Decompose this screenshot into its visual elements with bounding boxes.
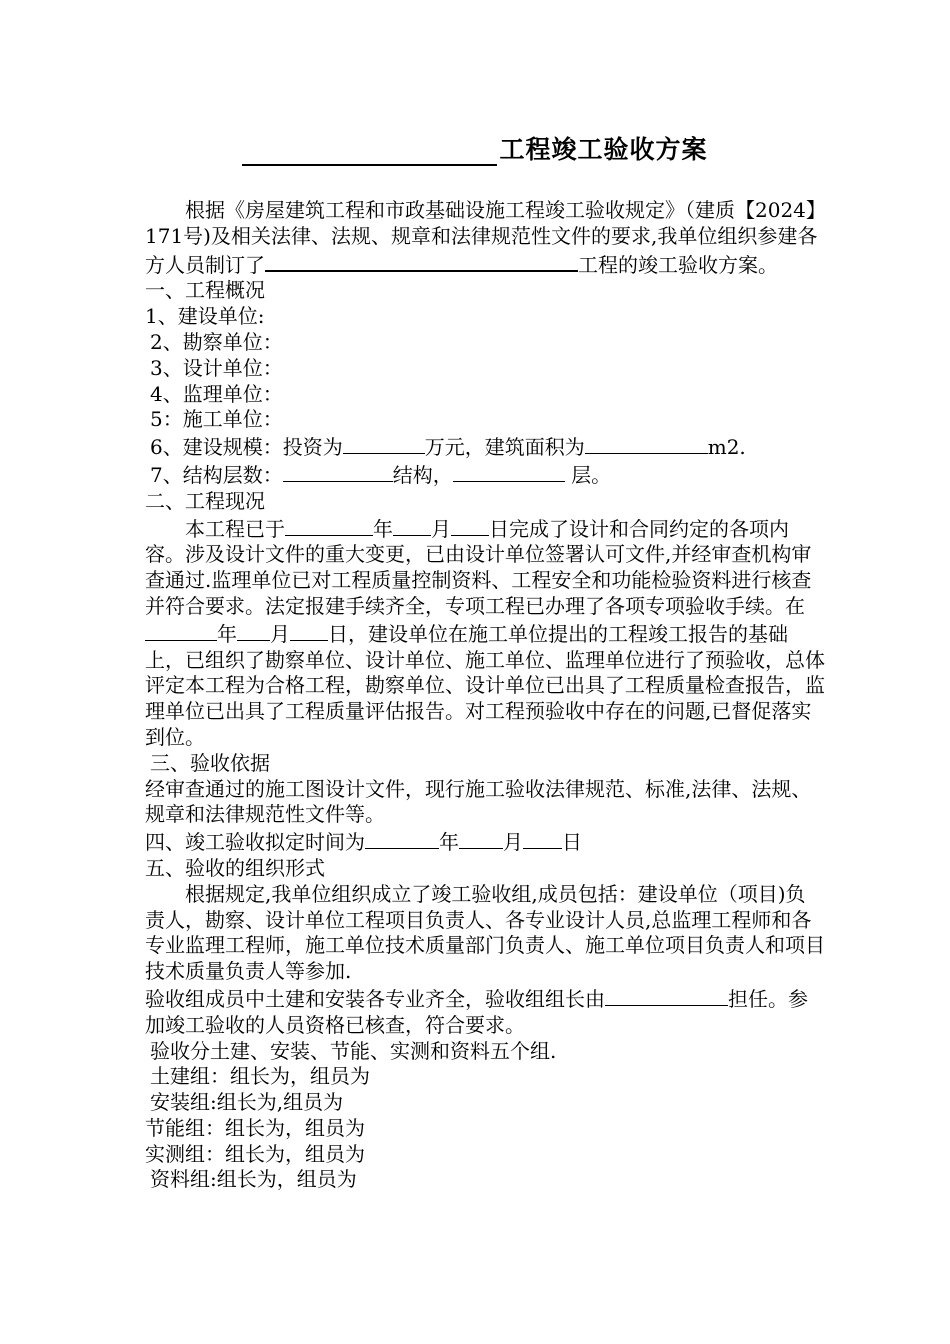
basis-paragraph: 经审查通过的施工图设计文件，现行施工验收法律规范、标准,法律、法规、规章和法律规范性文件等。 [145,776,812,827]
completion-month-blank [393,515,431,536]
scale-line [145,433,825,461]
section-4-line [145,828,825,856]
month-text: 月 [431,516,451,541]
energy-group-line: 节能组：组长为，组员为 [145,1115,365,1140]
area-blank [585,433,708,454]
survey-unit-line: 2、勘察单位： [150,329,283,354]
schedule-month-text: 月 [503,830,523,855]
schedule-month-blank [459,828,503,849]
title-project-name-blank [242,138,497,166]
contractor-unit-line: 5：施工单位： [150,407,283,432]
status-text: 本工程已于 [185,516,285,541]
status-text-end: 日，建设单位在施工单位提出的工程竣工报告的基础上，已组织了勘察单位、设计单位、施工单位、监理单位进行了预验收，总体评定本工程为合格工程，勘察单位、设计单位已出具了工程质量检查报告，监理单位已出具了工程质量评估报告。对工程预验收中存在的问题,已督促落实到位。 [145,621,825,749]
project-name-blank [265,250,578,272]
schedule-day-blank [523,828,562,849]
area-label: 万元，建筑面积为 [424,435,585,460]
section-5-heading: 五、验收的组织形式 [145,855,325,880]
status-paragraph [145,515,825,751]
team-leader-blank [605,985,728,1006]
scale-label: 6、建设规模：投资为 [150,435,343,460]
team-leader-paragraph [145,985,825,1039]
year-text: 年 [373,516,393,541]
section-3-heading: 三、验收依据 [150,750,270,775]
title-text: 工程竣工验收方案 [499,135,708,164]
preinspection-month-blank [237,620,270,641]
supervision-unit-line: 4、监理单位： [150,381,283,406]
month-text-2: 月 [270,621,290,646]
section-1-heading: 一、工程概况 [145,278,265,303]
structure-line [145,461,825,489]
design-unit-line: 3、设计单位： [150,355,283,380]
civil-group-line: 土建组：组长为，组员为 [150,1064,370,1089]
intro-text-end: 工程的竣工验收方案。 [578,252,778,277]
construction-unit-line: 1、建设单位: [145,304,265,329]
intro-text: 根据《房屋建筑工程和市政基础设施工程竣工验收规定》（建质【2024】171号)及相关法律、法规、规章和法律规范性文件的要求,我单位组织参建各方人员制订了 [145,198,818,277]
investment-blank [343,433,425,454]
team-leader-text: 验收组成员中土建和安装各专业齐全，验收组组长由 [145,986,605,1011]
structure-text: 结构， [392,462,453,487]
floors-text: 层。 [571,462,612,487]
structure-label: 7、结构层数： [150,462,283,487]
records-group-line: 资料组:组长为，组员为 [150,1167,357,1192]
organization-paragraph: 根据规定,我单位组织成立了竣工验收组,成员包括：建设单位（项目)负责人，勘察、设计单位工程项目负责人、各专业设计人员,总监理工程师和各专业监理工程师，施工单位技术质量部门负责人、施工单位项目负责人和项目技术质量负责人等参加. [145,881,825,984]
preinspection-day-blank [290,620,328,641]
schedule-year-blank [365,828,439,849]
team-leader-text-end: 担任。参加竣工验收的人员资格已核查，符合要求。 [145,986,808,1037]
measurement-group-line: 实测组：组长为，组员为 [145,1141,365,1166]
intro-paragraph [145,198,825,278]
schedule-label: 四、竣工验收拟定时间为 [145,830,365,855]
status-text-continued: 日完成了设计和合同约定的各项内容。涉及设计文件的重大变更，已由设计单位签署认可文件,并经审查机构审查通过.监理单位已对工程质量控制资料、工程安全和功能检验资料进行核查并符合要求。法定报建手续齐全，专项工程已办理了各项专项验收手续。在 [145,516,812,618]
document-body [145,198,825,1193]
structure-type-blank [283,461,393,482]
completion-year-blank [285,515,373,536]
schedule-day-text: 日 [562,830,582,855]
schedule-year-text: 年 [439,830,459,855]
document-title [0,130,950,166]
floors-blank [453,461,565,482]
section-2-heading: 二、工程现况 [145,488,265,513]
groups-intro: 验收分土建、安装、节能、实测和资料五个组. [150,1038,557,1063]
year-text-2: 年 [217,621,237,646]
installation-group-line: 安装组:组长为,组员为 [150,1090,344,1115]
area-unit: m2. [707,435,746,460]
preinspection-year-blank [145,620,217,641]
completion-day-blank [451,515,489,536]
